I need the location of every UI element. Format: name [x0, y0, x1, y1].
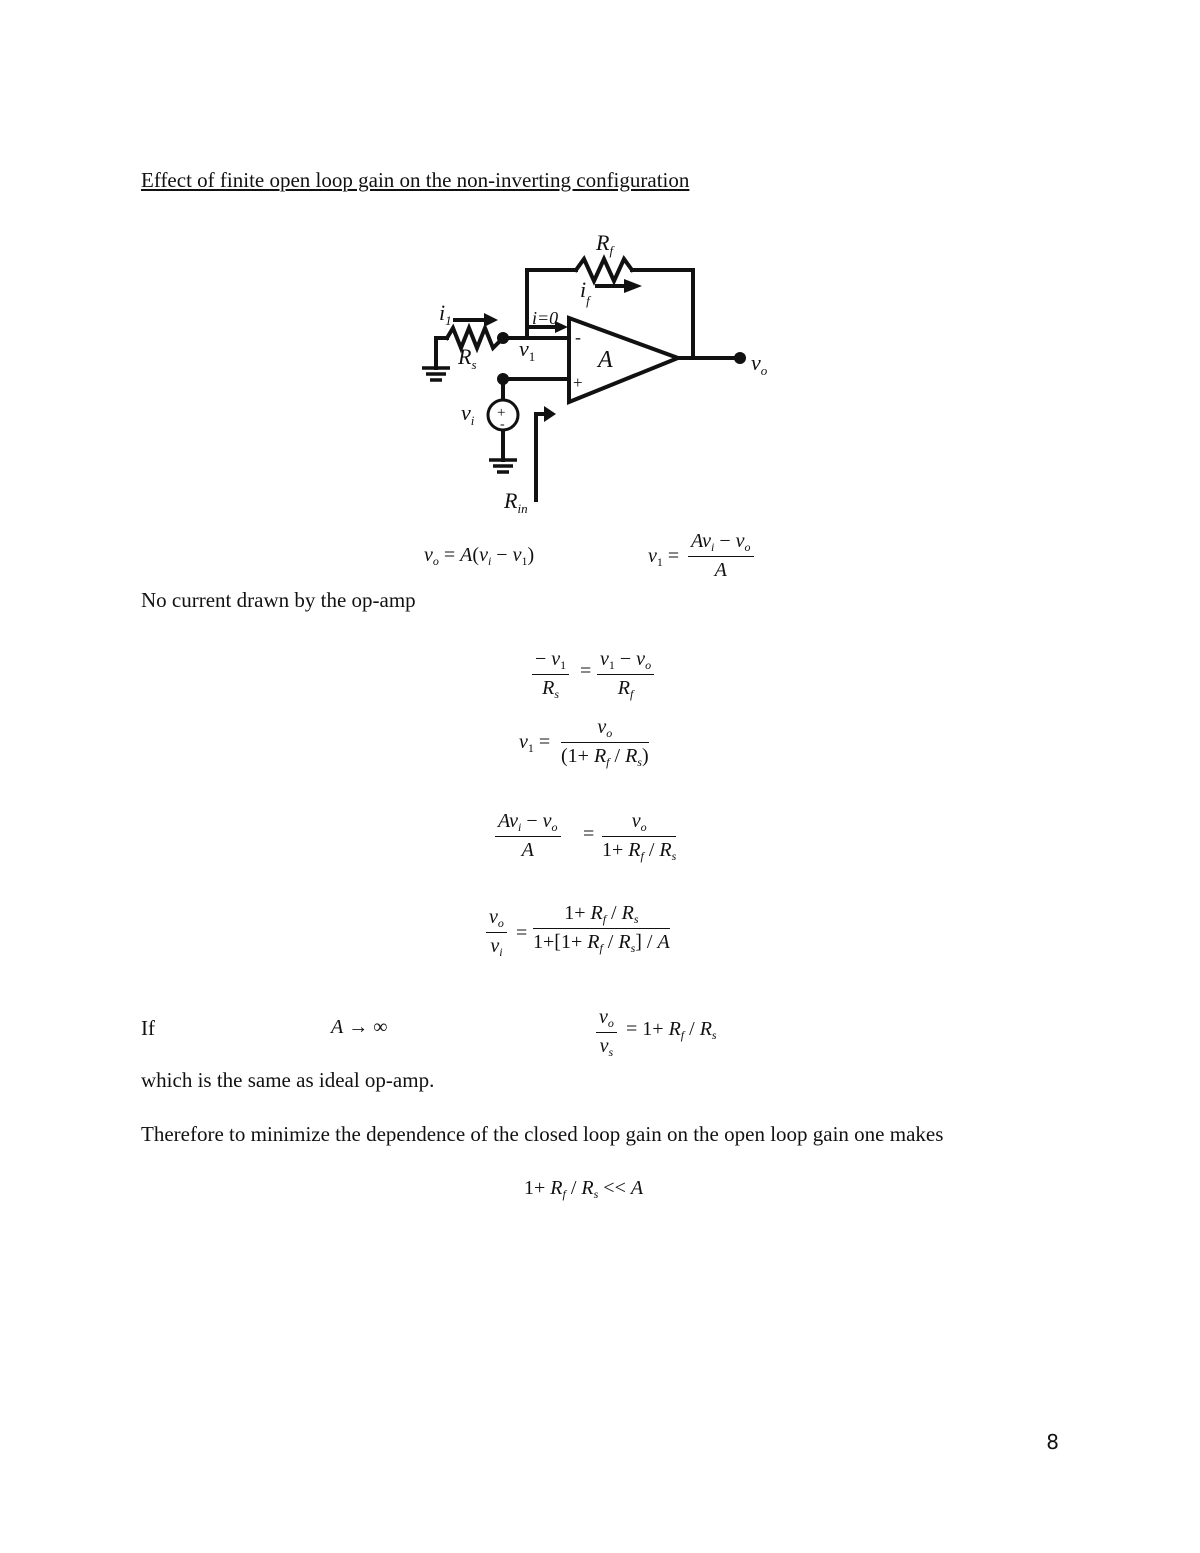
- rin-label: $R_{in}$: [504, 488, 528, 516]
- i1-label: $i_1$: [439, 300, 452, 328]
- equation-v1-fraction: $Av_i - v_o$ A: [688, 530, 754, 582]
- equation-kcl-right: $\frac{v_1 - v_o}{R_f}$: [597, 648, 654, 702]
- page-title: Effect of finite open loop gain on the non-inverting configuration: [141, 168, 690, 192]
- therefore-text: Therefore to minimize the dependence of the closed loop gain on the open loop gain one makes: [141, 1122, 944, 1146]
- equation-vo-gain: $v_o = A(v_i - v_1)$: [424, 544, 535, 568]
- rin-arrowhead: [544, 406, 556, 422]
- vi-node: [497, 373, 509, 385]
- source-minus-label: -: [500, 417, 505, 432]
- if-arrowhead: [624, 279, 642, 293]
- equation-condition: $1+ R_f / R_s << A$: [524, 1177, 644, 1201]
- rs-resistor: [447, 328, 503, 348]
- equals-sign: =: [516, 922, 528, 944]
- source-plus-label: +: [497, 405, 506, 421]
- page-number: 8: [1046, 1430, 1059, 1454]
- equals-sign: =: [580, 660, 592, 682]
- equation-ideal-rhs: = $1+ R_f / R_s$: [626, 1018, 717, 1042]
- i1-arrowhead: [484, 313, 498, 327]
- rs-ground-wire: [436, 338, 447, 368]
- equation-a-infinity: A → ∞: [331, 1016, 388, 1038]
- same-as-ideal-text: which is the same as ideal op-amp.: [141, 1068, 435, 1092]
- vo-label: $v_o$: [751, 350, 768, 378]
- plus-input-label: +: [573, 373, 583, 392]
- gain-label: A: [598, 347, 613, 373]
- if-label: $i_f$: [580, 277, 590, 308]
- rs-label: $R_s$: [458, 344, 477, 372]
- vi-label: $v_i$: [461, 400, 475, 428]
- no-current-text: No current drawn by the op-amp: [141, 588, 416, 612]
- rf-label: $R_f$: [596, 230, 614, 258]
- equation-v1-eq: $v_1$ =: [648, 545, 680, 569]
- i0-label: i=0: [532, 308, 559, 328]
- equals-sign: =: [583, 823, 595, 845]
- minus-input-label: -: [575, 327, 581, 347]
- opamp-triangle: [569, 318, 678, 402]
- equation-gain-rhs: $\frac{1+ R_f / R_s}{1+[1+ R_f / R_s] / A}$: [533, 902, 670, 955]
- equation-eq5-left: $Av_i - v_o$ A: [495, 810, 561, 862]
- rin-arrow-line: [536, 414, 545, 500]
- noninverting-input-wire: [503, 379, 569, 400]
- equation-v1-solved-lhs: $v_1$ =: [519, 731, 551, 755]
- noninverting-opamp-circuit: [0, 0, 1200, 560]
- vo-terminal: [734, 352, 746, 364]
- equation-gain-lhs: $\frac{v_o}{v_i}$: [486, 906, 507, 960]
- if-text: If: [141, 1016, 155, 1040]
- v1-label: $v_1$: [519, 336, 536, 364]
- equation-kcl-left: $\frac{- v_1}{R_s}$: [532, 648, 569, 702]
- equation-v1-solved-fraction: $\frac{v_o}{(1+ R_f / R_s)}$: [561, 716, 649, 769]
- v1-node: [497, 332, 509, 344]
- equation-eq5-right: $\frac{v_o}{1+ R_f / R_s}$: [602, 810, 677, 863]
- equation-ideal-lhs: $\frac{v_o}{v_s}$: [596, 1006, 617, 1060]
